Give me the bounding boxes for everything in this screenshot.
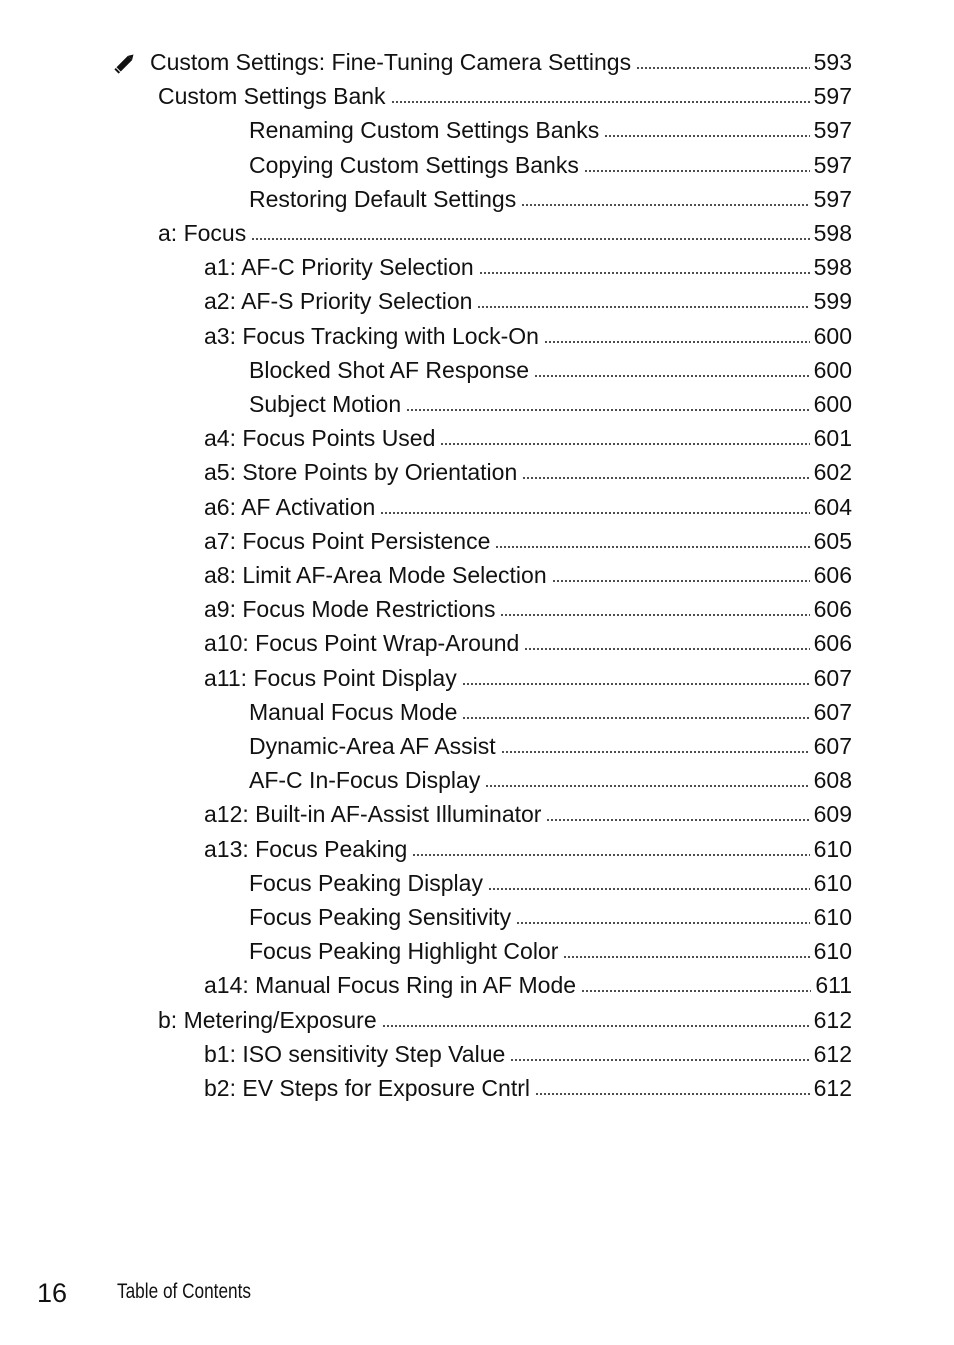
toc-entry[interactable]: [204, 834, 852, 864]
toc-entry-title: b: Metering/Exposure: [158, 1006, 377, 1033]
toc-entry-page: 606: [813, 596, 852, 623]
toc-entry-page: 612: [813, 1075, 852, 1101]
toc-entry[interactable]: [249, 184, 852, 214]
toc-entry-title: a: Focus: [158, 220, 247, 246]
toc-entry[interactable]: [249, 389, 852, 419]
toc-entry-page: 605: [813, 527, 852, 554]
toc-entry-page: 600: [813, 322, 852, 349]
toc-entry[interactable]: [204, 628, 852, 658]
toc-entry-page: 597: [813, 117, 852, 144]
toc-entry[interactable]: [204, 799, 852, 829]
footer-title: Table of Contents: [117, 1280, 252, 1303]
toc-entry-page: 600: [813, 356, 852, 383]
dot-leader: [391, 101, 810, 103]
toc-entry-page: 610: [813, 869, 852, 896]
toc-entry-page: 606: [813, 562, 852, 588]
toc-entry[interactable]: [249, 765, 852, 795]
toc-entry-title: a2: AF-S Priority Selection: [204, 288, 473, 315]
toc-entry[interactable]: [249, 355, 852, 385]
dot-leader: [521, 204, 809, 206]
toc-entry-page: 598: [813, 254, 852, 281]
toc-entry[interactable]: [249, 115, 852, 145]
toc-entry[interactable]: [204, 663, 852, 693]
dot-leader: [488, 888, 810, 890]
dot-leader: [495, 546, 809, 548]
toc-entry-title: a1: AF-C Priority Selection: [204, 254, 474, 281]
toc-entry-title: a4: Focus Points Used: [204, 425, 436, 452]
toc-entry[interactable]: [150, 47, 852, 77]
dot-leader: [412, 854, 809, 856]
dot-leader: [581, 990, 811, 992]
toc-entry-page: 599: [813, 288, 852, 315]
toc-entry[interactable]: [204, 423, 852, 453]
toc-entry-title: a14: Manual Focus Ring in AF Mode: [204, 972, 577, 999]
toc-entry[interactable]: [204, 252, 852, 282]
toc-entry[interactable]: [204, 286, 852, 316]
toc-entry-page: 607: [813, 698, 852, 725]
toc-entry[interactable]: [158, 218, 852, 248]
dot-leader: [535, 1093, 810, 1095]
dot-leader: [534, 375, 810, 377]
toc-entry-title: Dynamic-Area AF Assist: [249, 733, 496, 759]
toc-entry-title: b1: ISO sensitivity Step Value: [204, 1040, 506, 1067]
toc-entry-page: 612: [813, 1006, 852, 1033]
toc-entry-title: Blocked Shot AF Response: [249, 356, 529, 383]
toc-entry-title: Custom Settings Bank: [158, 83, 386, 110]
toc-entry-page: 607: [813, 733, 852, 759]
toc-entry-page: 598: [813, 220, 852, 246]
toc-entry[interactable]: [204, 457, 852, 487]
toc-entry-title: Renaming Custom Settings Banks: [249, 117, 600, 144]
dot-leader: [406, 409, 809, 411]
toc-entry-title: a12: Built-in AF-Assist Illuminator: [204, 801, 542, 828]
toc-entry-page: 609: [813, 801, 852, 828]
toc-entry-title: Subject Motion: [249, 391, 402, 417]
dot-leader: [251, 238, 809, 240]
dot-leader: [382, 1025, 810, 1027]
dot-leader: [552, 580, 810, 582]
toc-entry-title: Focus Peaking Highlight Color: [249, 938, 559, 965]
dot-leader: [546, 819, 809, 821]
toc-entry-page: 597: [813, 151, 852, 178]
toc-entry-page: 611: [815, 972, 852, 999]
toc-entry-title: Manual Focus Mode: [249, 698, 458, 725]
toc-entry-page: 606: [813, 630, 852, 657]
toc-entry-title: AF-C In-Focus Display: [249, 767, 481, 794]
toc-entry[interactable]: [204, 321, 852, 351]
dot-leader: [479, 272, 810, 274]
toc-entry[interactable]: [158, 1005, 852, 1035]
toc-entry[interactable]: [204, 970, 852, 1000]
toc-entry[interactable]: [249, 731, 852, 761]
toc-entry-title: a9: Focus Mode Restrictions: [204, 596, 496, 623]
dot-leader: [380, 512, 809, 514]
toc-entry-title: a7: Focus Point Persistence: [204, 527, 491, 554]
dot-leader: [524, 648, 809, 650]
toc-entry-page: 593: [813, 49, 852, 75]
dot-leader: [440, 443, 809, 445]
page-number: 16: [37, 1278, 68, 1308]
toc-entry-page: 600: [813, 391, 852, 417]
toc-entry-title: b2: EV Steps for Exposure Cntrl: [204, 1075, 530, 1101]
toc-entry[interactable]: [249, 868, 852, 898]
dot-leader: [510, 1059, 809, 1061]
dot-leader: [500, 614, 809, 616]
toc-entry-title: Copying Custom Settings Banks: [249, 151, 579, 178]
toc-entry-page: 602: [813, 459, 852, 486]
toc-entry-page: 610: [813, 904, 852, 930]
dot-leader: [485, 785, 809, 787]
toc-entry[interactable]: [204, 1039, 852, 1069]
dot-leader: [563, 956, 809, 958]
toc-entry-title: a11: Focus Point Display: [204, 664, 457, 691]
dot-leader: [584, 170, 810, 172]
dot-leader: [516, 922, 810, 924]
toc-entry[interactable]: [249, 936, 852, 966]
toc-entry-title: a10: Focus Point Wrap-Around: [204, 630, 520, 657]
dot-leader: [501, 751, 810, 753]
toc-entry-title: Restoring Default Settings: [249, 185, 517, 212]
dot-leader: [544, 341, 810, 343]
toc-entry-title: Focus Peaking Display: [249, 869, 483, 896]
toc-entry[interactable]: [204, 1073, 852, 1103]
dot-leader: [636, 67, 810, 69]
pencil-icon: [112, 50, 138, 76]
toc-entry[interactable]: [204, 526, 852, 556]
dot-leader: [462, 717, 809, 719]
toc-entry-page: 597: [813, 83, 852, 110]
toc-entry-page: 604: [813, 493, 852, 520]
toc-entry-title: a13: Focus Peaking: [204, 835, 408, 862]
toc-entry[interactable]: [249, 697, 852, 727]
toc-entry-page: 607: [813, 664, 852, 691]
toc-entry[interactable]: [204, 594, 852, 624]
dot-leader: [477, 306, 809, 308]
toc-entry-title: Custom Settings: Fine-Tuning Camera Settings: [150, 49, 632, 75]
toc-entry-page: 601: [813, 425, 852, 452]
toc-entry[interactable]: [249, 902, 852, 932]
toc-entry-page: 612: [813, 1040, 852, 1067]
toc-entry-page: 608: [813, 767, 852, 794]
dot-leader: [462, 683, 810, 685]
toc-entry-title: a8: Limit AF-Area Mode Selection: [204, 562, 547, 588]
toc-entry-page: 597: [813, 185, 852, 212]
toc-entry[interactable]: [249, 150, 852, 180]
toc-entry[interactable]: [204, 492, 852, 522]
toc-entry-title: a3: Focus Tracking with Lock-On: [204, 322, 539, 349]
toc-entry[interactable]: [158, 81, 852, 111]
dot-leader: [604, 135, 809, 137]
toc-entry-title: a6: AF Activation: [204, 493, 376, 520]
toc-entry-page: 610: [813, 938, 852, 965]
toc-entry-title: Focus Peaking Sensitivity: [249, 904, 512, 930]
toc-entry[interactable]: [204, 560, 852, 590]
dot-leader: [522, 477, 809, 479]
toc-entry-title: a5: Store Points by Orientation: [204, 459, 518, 486]
toc-entry-page: 610: [813, 835, 852, 862]
